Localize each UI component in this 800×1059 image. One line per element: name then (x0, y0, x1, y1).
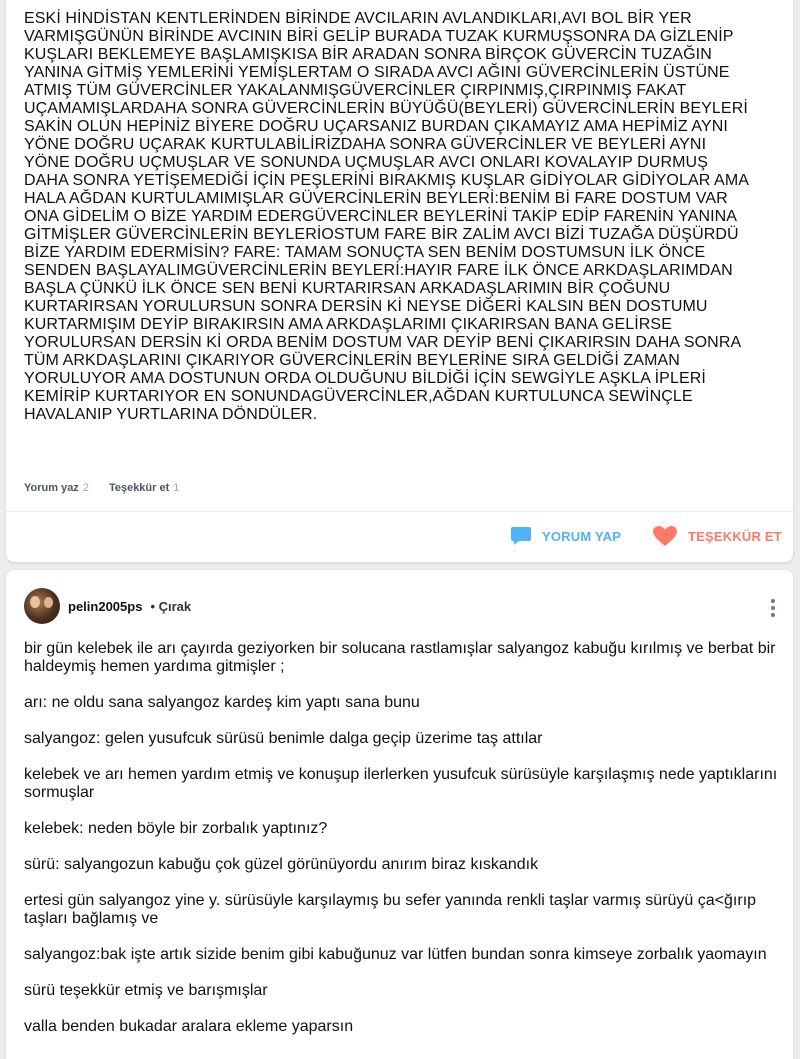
speech-bubble-icon (510, 525, 532, 547)
comment-link-label[interactable]: Yorum yaz (24, 482, 79, 494)
answer-paragraph: salyangoz: gelen yusufcuk sürüsü benimle dalga geçip üzerime taş attılar (24, 730, 543, 747)
answer-paragraph: bir gün kelebek ile arı çayırda geziyorken bir solucana rastlamışlar salyangoz kabuğu kırılmış ve berbat bir haldeymiş hemen yardıma gitmişler ; (24, 640, 776, 675)
more-options-icon[interactable] (771, 599, 775, 617)
author-row (24, 588, 191, 624)
comment-count: 2 (82, 482, 89, 494)
author-rank: • Çırak (150, 598, 192, 614)
answer-text (24, 640, 784, 1054)
divider (6, 511, 793, 512)
answer-card (6, 0, 793, 562)
thanks-link[interactable] (109, 482, 179, 494)
answer-paragraph: ertesi gün salyangoz yine y. sürüsüyle karşılaymış bu sefer yanında renkli taşlar varmış sürüyü ça<ğırıp taşları bağlamış ve (24, 892, 757, 927)
answer-text: ESKİ HİNDİSTAN KENTLERİNDEN BİRİNDE AVCILARIN AVLANDIKLARI,AVI BOL BİR YER VARMIŞGÜNÜN BİRİNDE AVCININ BİRİ GELİP BURADA TUZAK KURMUŞSONRA DA GİZLENİP KUŞLARI BEKLEMEYE BAŞLAMIŞKISA BİR ARADAN SONRA BİRÇOK GÜVERCİN TUZAĞIN YANINA GİTMİŞ YEMLERİNİ YEMİŞLERTAM O SIRADA AVCI AĞINI GÜVERCİNLERİN ÜSTÜNE ATMIŞ TÜM GÜVERCİNLER YAKALANMIŞGÜVERCİNLER ÇIRPINMIŞ,ÇIRPINMIŞ FAKAT UÇAMAMIŞLARDAHA SONRA GÜVERCİNLERİN BÜYÜĞÜ(BEYLERİ) GÜVERCİNLERİN BEYLERİ SAKİN OLUN HEPİNİZ BİYERE DOĞRU UÇARSANIZ BURDAN ÇIKAMAYIZ AMA HEPİMİZ AYNI YÖNE DOĞRU UÇARAK KURTULABİLİRİZDAHA SONRA GÜVERCİNLER VE BEYLERİ AYNI YÖNE DOĞRU UÇMUŞLAR VE SONUNDA UÇMUŞLAR AVCI ONLARI KOVALAYIP DURMUŞ DAHA SONRA YETİŞEMEDİĞİ İÇİN PEŞLERİNİ BIRAKMIŞ KUŞLAR GİDİYOLAR GİDİYOLAR AMA HALA AĞDAN KURTULAMIMIŞLAR GÜVERCİNLERİN BEYLERİ:BENİM Bİ FARE DOSTUM VAR ONA GİDELİM O BİZE YARDIM EDERGÜVERCİNLER BEYLERİNİ TAKİP EDİP FARENİN YANINA GİTMİŞLER GÜVERCİNLERİN BEYLERİOSTUM FARE BİR ZALİM AVCI BİZİ TUZAĞA DÜŞÜRDÜ BİZE YARDIM EDERMİSİN? FARE: TAMAM SONUÇTA SEN BENİM DOSTUMSUN İLK ÖNCE SENDEN BAŞLAYALIMGÜVERCİNLERİN BEYLERİ:HAYIR FARE İLK ÖNCE ARKDAŞLARIMDAN BAŞLA ÇÜNKÜ İLK ÖNCE SEN BENİ KURTARIRSAN ARKADAŞLARIMIN BİR ÇOĞUNU KURTARIRSAN YORULURSUN SONRA DERSİN Kİ NEYSE DİĞERİ KALSIN BEN DOSTUMU KURTARMIŞIM DEYİP BIRAKIRSIN AMA ARKDAŞLARIMI ÇIKARIRSAN BANA GELİRSE YORULURSAN DERSİN Kİ ORDA BENİM DOSTUM VAR DEYİP BENİ ÇIKARIRSIN DAHA SONRA TÜM ARKDAŞLARINI ÇIKARIYOR GÜVERCİNLERİN BEYLERİNE SIRA GELDİĞİ ZAMAN YORULUYOR AMA DOSTUNUN ORDA OLDUĞUNU BİLDİĞİ İÇİN SEWGİYLE AŞKLA İPLERİ KEMİRİP KURTARIYOR EN SONUNDAGÜVERCİNLER,AĞDAN KURTULUNCA SEWİNÇLE HAVALANIP YURTLARINA DÖNDÜLER. (24, 10, 750, 423)
answer-paragraph: kelebek: neden böyle bir zorbalık yaptınız? (24, 820, 328, 837)
thanks-count: 1 (173, 482, 180, 494)
comment-button[interactable] (510, 525, 621, 547)
comment-button-label[interactable]: YORUM YAP (542, 528, 622, 544)
thanks-button-label[interactable]: TEŞEKKÜR ET (688, 528, 782, 544)
answer-paragraph: salyangoz:bak işte artık sizide benim gibi kabuğunuz var lütfen bundan sonra kimseye zorbalık yaomayın (24, 946, 767, 963)
heart-icon (652, 525, 678, 547)
answer-meta (24, 482, 179, 494)
answer-paragraph: sürü: salyangozun kabuğu çok güzel görünüyordu anırım biraz kıskandık (24, 856, 539, 873)
thanks-button[interactable] (652, 525, 782, 547)
avatar[interactable] (24, 588, 60, 624)
thanks-link-label[interactable]: Teşekkür et (108, 482, 170, 494)
answer-paragraph: arı: ne oldu sana salyangoz kardeş kim yaptı sana bunu (24, 694, 420, 711)
author-username[interactable]: pelin2005ps (68, 598, 143, 614)
answer-card (6, 570, 793, 1059)
answer-paragraph: sürü teşekkür etmiş ve barışmışlar (24, 982, 268, 999)
answer-paragraph: valla benden bukadar aralara ekleme yaparsın (24, 1018, 354, 1035)
comment-link[interactable] (24, 482, 89, 494)
answer-paragraph: kelebek ve arı hemen yardım etmiş ve konuşup ilerlerken yusufcuk sürüsüyle karşılaşmış nede yaptıklarını sormuşlar (24, 766, 778, 801)
